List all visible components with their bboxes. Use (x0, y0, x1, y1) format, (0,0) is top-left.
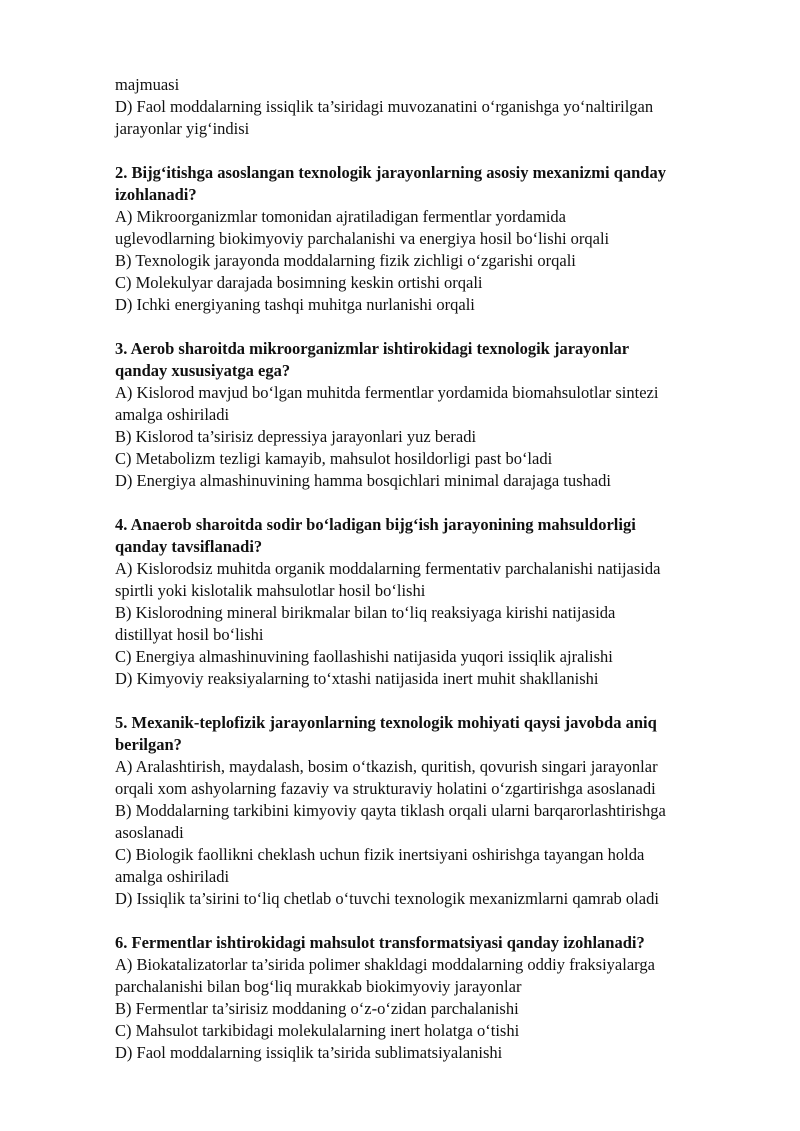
answer-option: uglevodlarning biokimyoviy parchalanishi va energiya hosil bo‘lishi orqali (115, 229, 610, 248)
document-page (115, 74, 755, 1064)
answer-option: A) Kislorodsiz muhitda organik moddalarning fermentativ parchalanishi natijasida (115, 559, 661, 578)
answer-option: B) Texnologik jarayonda moddalarning fizik zichligi o‘zgarishi orqali (115, 251, 576, 270)
question-block-4 (115, 514, 755, 690)
question-title: 3. Aerob sharoitda mikroorganizmlar ishtirokidagi texnologik jarayonlar (115, 339, 630, 358)
question-block-5 (115, 712, 755, 910)
answer-option: C) Molekulyar darajada bosimning keskin ortishi orqali (115, 273, 483, 292)
text-line: jarayonlar yig‘indisi (115, 119, 250, 138)
answer-option: A) Kislorod mavjud bo‘lgan muhitda fermentlar yordamida biomahsulotlar sintezi (115, 383, 659, 402)
answer-option: D) Kimyoviy reaksiyalarning to‘xtashi natijasida inert muhit shakllanishi (115, 669, 599, 688)
answer-option: C) Biologik faollikni cheklash uchun fizik inertsiyani oshirishga tayangan holda (115, 845, 645, 864)
answer-option: D) Faol moddalarning issiqlik ta’sirida sublimatsiyalanishi (115, 1043, 503, 1062)
question-title: 5. Mexanik-teplofizik jarayonlarning texnologik mohiyati qaysi javobda aniq (115, 713, 657, 732)
question-block-6 (115, 932, 755, 1064)
answer-option: A) Mikroorganizmlar tomonidan ajratiladigan fermentlar yordamida (115, 207, 567, 226)
answer-option: D) Issiqlik ta’sirini to‘liq chetlab o‘tuvchi texnologik mexanizmlarni qamrab oladi (115, 889, 659, 908)
question-title: 6. Fermentlar ishtirokidagi mahsulot transformatsiyasi qanday izohlanadi? (115, 933, 645, 952)
answer-option: asoslanadi (115, 823, 184, 842)
answer-option: amalga oshiriladi (115, 867, 230, 886)
question-title: berilgan? (115, 735, 182, 754)
question-title: qanday xususiyatga ega? (115, 361, 291, 380)
answer-option: distillyat hosil bo‘lishi (115, 625, 264, 644)
answer-option: D) Ichki energiyaning tashqi muhitga nurlanishi orqali (115, 295, 475, 314)
answer-option: C) Energiya almashinuvining faollashishi natijasida yuqori issiqlik ajralishi (115, 647, 613, 666)
text-line: majmuasi (115, 75, 180, 94)
question-block-2 (115, 162, 755, 316)
answer-option: parchalanishi bilan bog‘liq murakkab biokimyoviy jarayonlar (115, 977, 522, 996)
question-title: 4. Anaerob sharoitda sodir bo‘ladigan bijg‘ish jarayonining mahsuldorligi (115, 515, 636, 534)
answer-option: amalga oshiriladi (115, 405, 230, 424)
answer-option: B) Fermentlar ta’sirisiz moddaning o‘z-o‘zidan parchalanishi (115, 999, 519, 1018)
answer-option: C) Mahsulot tarkibidagi molekulalarning inert holatga o‘tishi (115, 1021, 520, 1040)
text-line: D) Faol moddalarning issiqlik ta’siridagi muvozanatini o‘rganishga yo‘naltirilgan (115, 97, 654, 116)
lead-block (115, 74, 755, 140)
answer-option: A) Aralashtirish, maydalash, bosim o‘tkazish, quritish, qovurish singari jarayonlar (115, 757, 658, 776)
answer-option: spirtli yoki kislotalik mahsulotlar hosil bo‘lishi (115, 581, 426, 600)
answer-option: orqali xom ashyolarning fazaviy va strukturaviy holatini o‘zgartirishga asoslanadi (115, 779, 656, 798)
question-title: 2. Bijg‘itishga asoslangan texnologik jarayonlarning asosiy mexanizmi qanday (115, 163, 666, 182)
answer-option: D) Energiya almashinuvining hamma bosqichlari minimal darajaga tushadi (115, 471, 611, 490)
answer-option: B) Kislorod ta’sirisiz depressiya jarayonlari yuz beradi (115, 427, 477, 446)
answer-option: A) Biokatalizatorlar ta’sirida polimer shakldagi moddalarning oddiy fraksiyalarga (115, 955, 655, 974)
answer-option: B) Moddalarning tarkibini kimyoviy qayta tiklash orqali ularni barqarorlashtirishga (115, 801, 666, 820)
answer-option: B) Kislorodning mineral birikmalar bilan to‘liq reaksiyaga kirishi natijasida (115, 603, 616, 622)
question-block-3 (115, 338, 755, 492)
question-title: qanday tavsiflanadi? (115, 537, 263, 556)
question-title: izohlanadi? (115, 185, 197, 204)
answer-option: C) Metabolizm tezligi kamayib, mahsulot hosildorligi past bo‘ladi (115, 449, 553, 468)
